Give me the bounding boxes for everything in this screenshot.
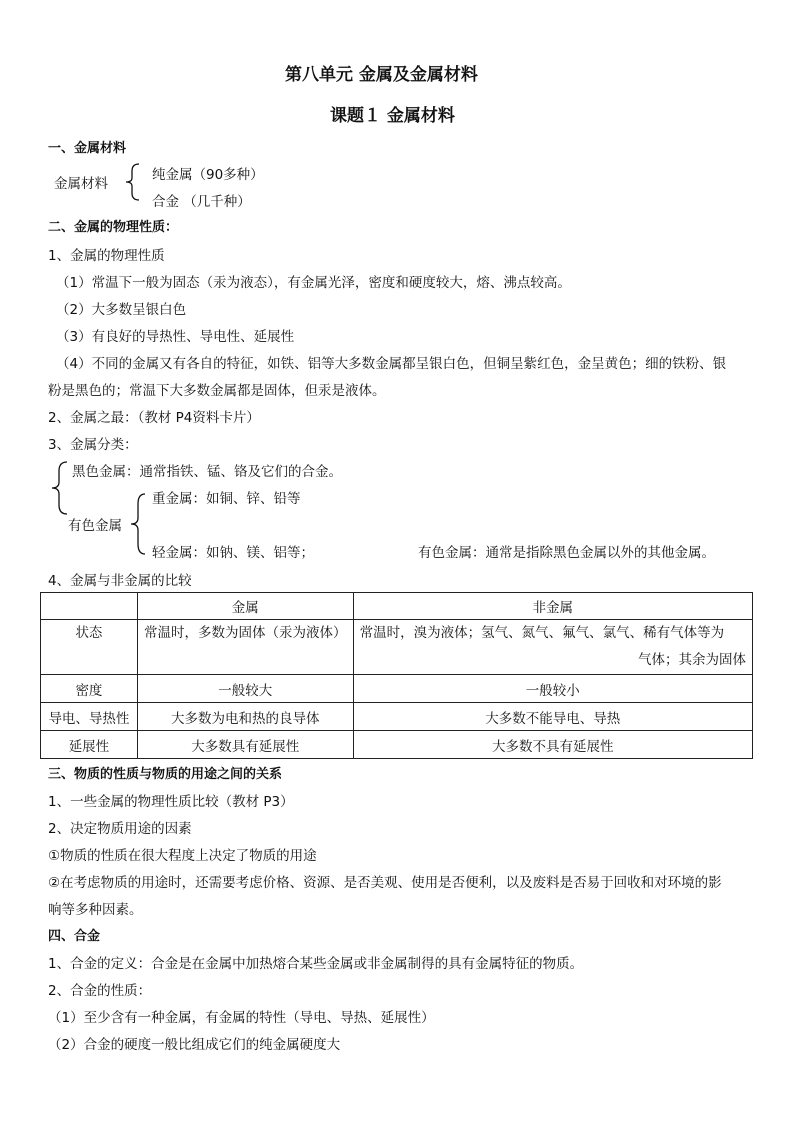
table-row: [41, 620, 753, 675]
paragraph: 2、合金的性质：: [48, 983, 152, 999]
table-row: [41, 675, 753, 703]
list-item: （3）有良好的导热性、导电性、延展性: [56, 329, 295, 345]
table-cell: [137, 620, 353, 675]
table-cell-value: 大多数为电和热的良导体: [137, 703, 353, 731]
table-cell-value: 气体；其余为固体: [638, 652, 746, 668]
list-item: （4）不同的金属又有各自的特征，如铁、铝等大多数金属都呈银白色，但铜呈紫红色，金呈黄色；细的铁粉、银: [56, 356, 727, 372]
colored-metal-label: 有色金属: [68, 518, 122, 534]
table-cell-value: 大多数不具有延展性: [353, 731, 752, 759]
paragraph: 1、合金的定义：合金是在金属中加热熔合某些金属或非金属制得的具有金属特征的物质。: [48, 956, 584, 972]
list-item: （2）大多数呈银白色: [56, 302, 187, 318]
table-cell-value: 大多数具有延展性: [137, 731, 353, 759]
paragraph-continued: 响等多种因素。: [48, 902, 143, 918]
page-title: 第八单元 金属及金属材料: [285, 65, 478, 85]
comparison-table: [40, 592, 753, 759]
brace-icon: [128, 492, 148, 556]
heavy-metal-item: 重金属：如铜、锌、铅等: [152, 491, 301, 507]
list-item-continued: 粉是黑色的；常温下大多数金属都是固体，但汞是液体。: [48, 383, 386, 399]
table-cell-value: 一般较大: [137, 675, 353, 703]
table-cell-value: 一般较小: [353, 675, 752, 703]
table-header-cell: 非金属: [353, 593, 752, 620]
paragraph-metal-records: 2、金属之最：（教材 P4资料卡片）: [48, 410, 260, 426]
table-cell-value: 常温时，溴为液体；氢气、氮气、氟气、氯气、稀有气体等为: [359, 625, 725, 641]
table-header-cell: [41, 593, 138, 620]
brace-icon: [48, 460, 70, 516]
page-subtitle: 课题１ 金属材料: [330, 106, 455, 126]
table-row: [41, 703, 753, 731]
table-header-cell: 金属: [137, 593, 353, 620]
black-metal-definition: 黑色金属：通常指铁、锰、铬及它们的合金。: [72, 464, 342, 480]
paragraph: ①物质的性质在很大程度上决定了物质的用途: [48, 848, 317, 864]
table-row-label: 状态: [75, 625, 103, 641]
table-row-label: 密度: [41, 675, 138, 703]
paragraph-metal-classification: 3、金属分类：: [48, 437, 138, 453]
list-item: （1）至少含有一种金属，有金属的特性（导电、导热、延展性）: [48, 1010, 435, 1026]
paragraph-comparison: 4、金属与非金属的比较: [48, 573, 192, 589]
list-item-pure-metal: 纯金属（90多种）: [152, 167, 264, 183]
light-metal-item: 轻金属：如钠、镁、铝等；: [152, 545, 314, 561]
table-cell: [353, 620, 752, 675]
table-cell-value: 常温时，多数为固体（汞为液体）: [143, 625, 347, 641]
table-cell-value: 大多数不能导电、导热: [353, 703, 752, 731]
table-row-label: 延展性: [41, 731, 138, 759]
table-cell: [41, 620, 138, 675]
paragraph: ②在考虑物质的用途时，还需要考虑价格、资源、是否美观、使用是否便利，以及废料是否易于回收和对环境的影: [48, 875, 722, 891]
brace-icon: [122, 162, 142, 202]
table-header-row: [41, 593, 753, 620]
paragraph: 2、决定物质用途的因素: [48, 821, 192, 837]
section-4-heading: 四、合金: [48, 929, 101, 944]
paragraph: 1、一些金属的物理性质比较（教材 P3）: [48, 794, 294, 810]
section-3-heading: 三、物质的性质与物质的用途之间的关系: [48, 767, 283, 782]
section-2-heading: 二、金属的物理性质：: [48, 220, 179, 235]
list-item: （2）合金的硬度一般比组成它们的纯金属硬度大: [48, 1037, 341, 1053]
list-item: （1）常温下一般为固态（汞为液态），有金属光泽，密度和硬度较大，熔、沸点较高。: [56, 275, 571, 291]
table-row-label: 导电、导热性: [41, 703, 138, 731]
colored-metal-note: 有色金属：通常是指除黑色金属以外的其他金属。: [418, 545, 715, 561]
metal-material-root: 金属材料: [54, 176, 108, 192]
section-1-heading: 一、金属材料: [48, 141, 127, 156]
list-item-alloy: 合金 （几千种）: [152, 194, 251, 210]
table-row: [41, 731, 753, 759]
paragraph-physical-properties: 1、金属的物理性质: [48, 248, 165, 264]
